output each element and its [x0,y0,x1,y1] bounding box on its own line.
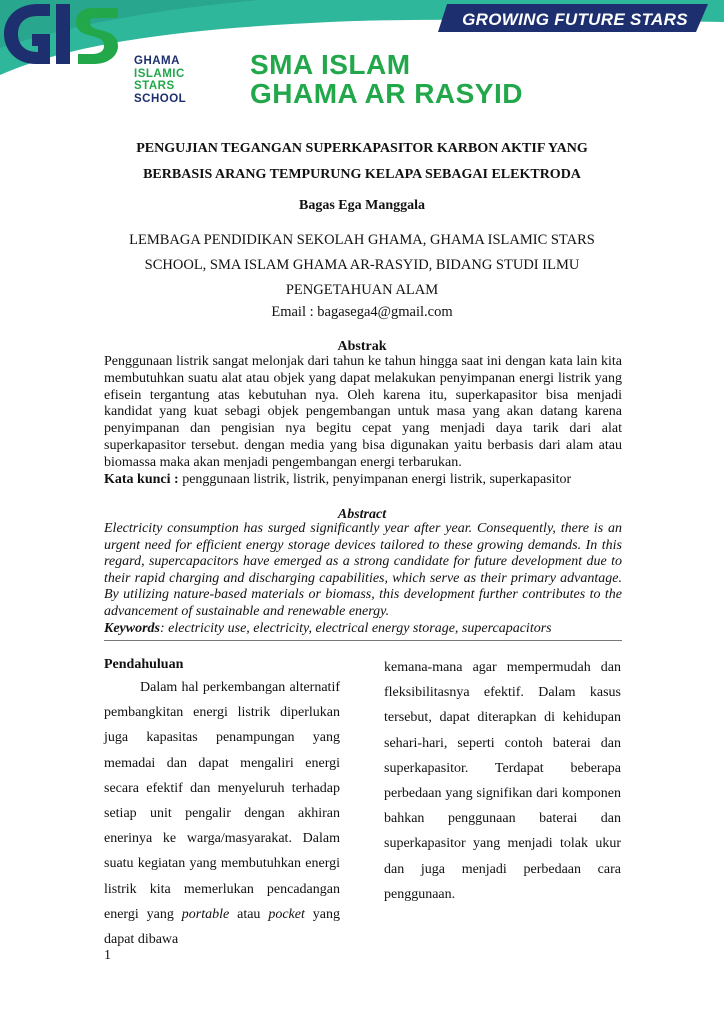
header-banner [0,0,724,120]
abstract-id [104,354,622,488]
school-name-line: SCHOOL [134,92,187,105]
intro-text-part: Dalam hal perkembangan alternatif pembangkitan energi listrik diperlukan juga kapasitas penampungan yang memadai dan dapat mengaliri energi secara efektif dan menyeluruh terhadap setiap unit pengalir dengan akhiran enerinya ke warga/masyarakat. Dalam suatu kegiatan yang membutuhkan energi listrik kita memerlukan pencadangan energi yang [104,680,340,922]
intro-italic-term: portable [181,906,230,922]
paper-title-line: PENGUJIAN TEGANGAN SUPERKAPASITOR KARBON AKTIF YANG [136,141,588,156]
author-name: Bagas Ega Manggala [298,198,425,213]
keywords-en-label: Keywords [104,620,160,636]
school-logo-icon [0,0,122,68]
intro-italic-term: pocket [268,906,305,922]
author-email: Email : bagasega4@gmail.com [271,304,453,320]
school-name-line: ISLAMIC [134,67,185,80]
page-number: 1 [104,948,111,963]
abstract-en [104,521,622,637]
keywords-id [104,472,622,489]
intro-right-column: kemana-mana agar mempermudah dan fleksibilitasnya efektif. Dalam kasus tersebut, dapat diterapkan di kehidupan sehari-hari, seperti contoh baterai dan superkapasitor. Terdapat beberapa perbedaan yang signifikan dari komponen bahkan penggunaan baterai dan superkapasitor yang menjadi tolak ukur dan juga menjadi perbedaan cara penggunaan. [384,660,621,902]
intro-left-text [104,675,340,952]
abstract-id-heading: Abstrak [337,339,387,354]
paper-title [0,136,724,188]
section-divider [104,640,622,641]
school-name-line: STARS [134,80,175,92]
abstract-id-body: Penggunaan listrik sangat melonjak dari tahun ke tahun hingga saat ini dengan kata lain kita membutuhkan suatu alat atau objek yang dapat melakukan penyimpanan energi listrik yang efisein tergantung atas kebutuhan nya. Oleh karena itu, superkapasitor bisa menjadi kandidat yang kuat sebagi objek pengembangan untuk masa yang akan datang karena penyimpanan dan pengisian nya begitu cepat yang menjadi daya tarik dari alat superkapasitor tersebut. dengan media yang bisa digunakan yaitu berbasis dari alam atau biomassa maka akan menjadi pengembangan energi terbarukan. [104,354,622,470]
affiliation-line: PENGETAHUAN ALAM [285,282,439,298]
affiliation-line: LEMBAGA PENDIDIKAN SEKOLAH GHAMA, GHAMA ISLAMIC STARS [129,232,595,248]
school-title-line: GHAMA AR RASYID [250,78,523,109]
paper-title-line: BERBASIS ARANG TEMPURUNG KELAPA SEBAGAI ELEKTRODA [143,167,581,182]
school-title [250,50,523,108]
keywords-id-text: penggunaan listrik, listrik, penyimpanan energi listrik, superkapasitor [178,471,572,487]
intro-left-column [104,657,340,952]
intro-text-part: yang dapat dibawa [104,906,340,948]
keywords-en-text: : electricity use, electricity, electrical energy storage, supercapacitors [160,620,552,636]
school-name [134,55,214,105]
header-tagline: GROWING FUTURE STARS [462,10,688,29]
keywords-en [104,621,622,638]
affiliation-line: SCHOOL, SMA ISLAM GHAMA AR-RASYID, BIDANG STUDI ILMU [144,257,580,273]
school-title-line: SMA ISLAM [250,49,411,80]
intro-text-part: atau [229,906,269,922]
abstract-en-body: Electricity consumption has surged significantly year after year. Consequently, there is an urgent need for efficient energy storage devices tailored to these growing demands. In this regard, supercapacitors have emerged as a strong candidate for future development due to their rapid charging and discharging capabilities, which serve as their primary advantage. By utilizing nature-based materials or biomass, this development further contributes to the advancement of sustainable and renewable energy. [104,521,622,619]
school-name-line: GHAMA [134,55,180,67]
intro-heading: Pendahuluan [104,657,184,672]
abstract-en-heading: Abstract [337,507,387,522]
keywords-id-label: Kata kunci : [104,471,179,487]
affiliation [0,228,724,303]
